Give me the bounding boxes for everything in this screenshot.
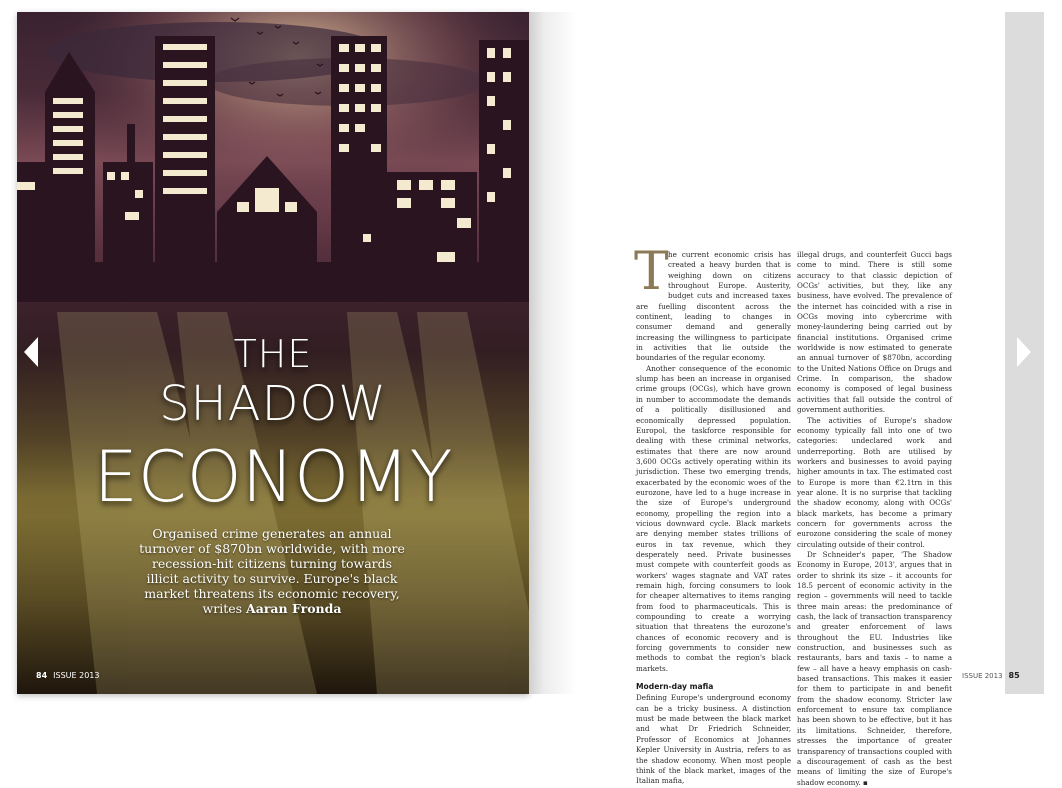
article-column-1 — [634, 242, 791, 787]
right-folio-label: ISSUE 2013 — [962, 672, 1003, 680]
standfirst — [137, 526, 407, 616]
paragraph: Dr Schneider's paper, 'The Shadow Economy in Europe, 2013', argues that in order to shrink its size – it accounts for 18.5 percent of economic activity in the region – governments will need to tackle three main areas: the predominance of cash, the lack of transaction transparency and greater enforcement of laws throughout the EU. Industries like construction, and businesses such as restaurants, bars and taxis – to name a few – all have a heavy emphasis on cash-based transactions. This makes it easier for them to participate in and benefit from the shadow economy. Stricter law enforcement to ensure tax compliance has been shown to be effective, but it has its limitations. Schneider, therefore, stresses the importance of greater transparency of transactions coupled with a discouragement of cash as the best means of limiting the size of Europe's shadow economy. ▪ — [797, 549, 952, 787]
drop-cap: T — [634, 242, 669, 302]
subheading: Modern-day mafia — [636, 682, 714, 692]
right-page-number: 85 — [1008, 671, 1020, 680]
headline-line-1: THE — [233, 332, 313, 376]
paragraph: The activities of Europe's shadow economy typically fall into one of two categories: undeclared work and underreporting. Both are utilised by workers and businesses to avoid paying higher amounts in tax. The estimated cost to Europe is more than €2.1trn in this year alone. It is no surprise that tackling the shadow economy, along with OCGs' black markets, has become a primary concern for governments across the eurozone considering the scale of money circulating outside of their control. — [797, 415, 952, 549]
standfirst-text: Organised crime generates an annual turnover of $870bn worldwide, with more recession-hit citizens turning towards illicit activity to survive. Europe's black market threatens its economic recovery, writes — [139, 526, 405, 616]
headline-line-3: ECONOMY — [93, 436, 453, 518]
paragraph: he current economic crisis has created a heavy burden that is weighing down on citizens throughout Europe. Austerity, budget cuts and increased taxes are fuelling discontent across the continent, leading to changes in consumer demand and generally increasing the willingness to participate in activities that lie outside the boundaries of the regular economy. — [636, 250, 791, 363]
left-folio-label: ISSUE 2013 — [53, 671, 100, 680]
left-folio — [36, 671, 99, 680]
left-page-number: 84 — [36, 671, 48, 680]
arrow-left-icon[interactable] — [24, 337, 38, 367]
cover-photo-page — [17, 12, 529, 694]
author-name: Aaran Fronda — [246, 601, 342, 616]
headline-line-2: SHADOW — [159, 376, 387, 432]
paragraph: illegal drugs, and counterfeit Gucci bags come to mind. There is still some accuracy to that classic depiction of OCGs' activities, but they, like any business, have evolved. The prevalence of the internet has coincided with a rise in OCGs moving into cybercrime with money-laundering being carried out by financial institutions. Organised crime worldwide is now estimated to generate an annual turnover of $870bn, according to the United Nations Office on Drugs and Crime. In comparison, the shadow economy is composed of legal business activities that fall outside the control of government authorities. — [797, 250, 952, 415]
arrow-right-icon[interactable] — [1017, 337, 1031, 367]
article-column-2 — [797, 250, 952, 788]
right-folio — [962, 671, 1020, 680]
paragraph: Another consequence of the economic slump has been an increase in organised crime groups (OCGs), which have grown in number to accommodate the demands of a politically disillusioned and economically depressed population. Europol, the taskforce responsible for dealing with these criminal networks, estimates that there are now around 3,600 OCGs actively operating within its jurisdiction. These two emerging trends, exacerbated by the economic woes of the eurozone, have led to a huge increase in the size of Europe's underground economy, propelling the region into a vicious downward cycle. Black markets are denying member states trillions of euros in tax revenue, which they desperately need. Private businesses must compete with counterfeit goods as workers' wages stagnate and VAT rates remain high, forcing consumers to look for cheaper alternatives to items ranging from food to pharmaceuticals. This is compounding to create a worrying situation that threatens the eurozone's chances of economic recovery and is forcing governments to consider new methods to combat the region's black markets. — [636, 363, 791, 673]
paragraph: Defining Europe's underground economy can be a tricky business. A distinction must be made between the black market and what Dr Friedrich Schneider, Professor of Economics at Johannes Kepler University in Austria, refers to as the shadow economy. When most people think of the black market, images of the Italian mafia, — [636, 693, 791, 786]
